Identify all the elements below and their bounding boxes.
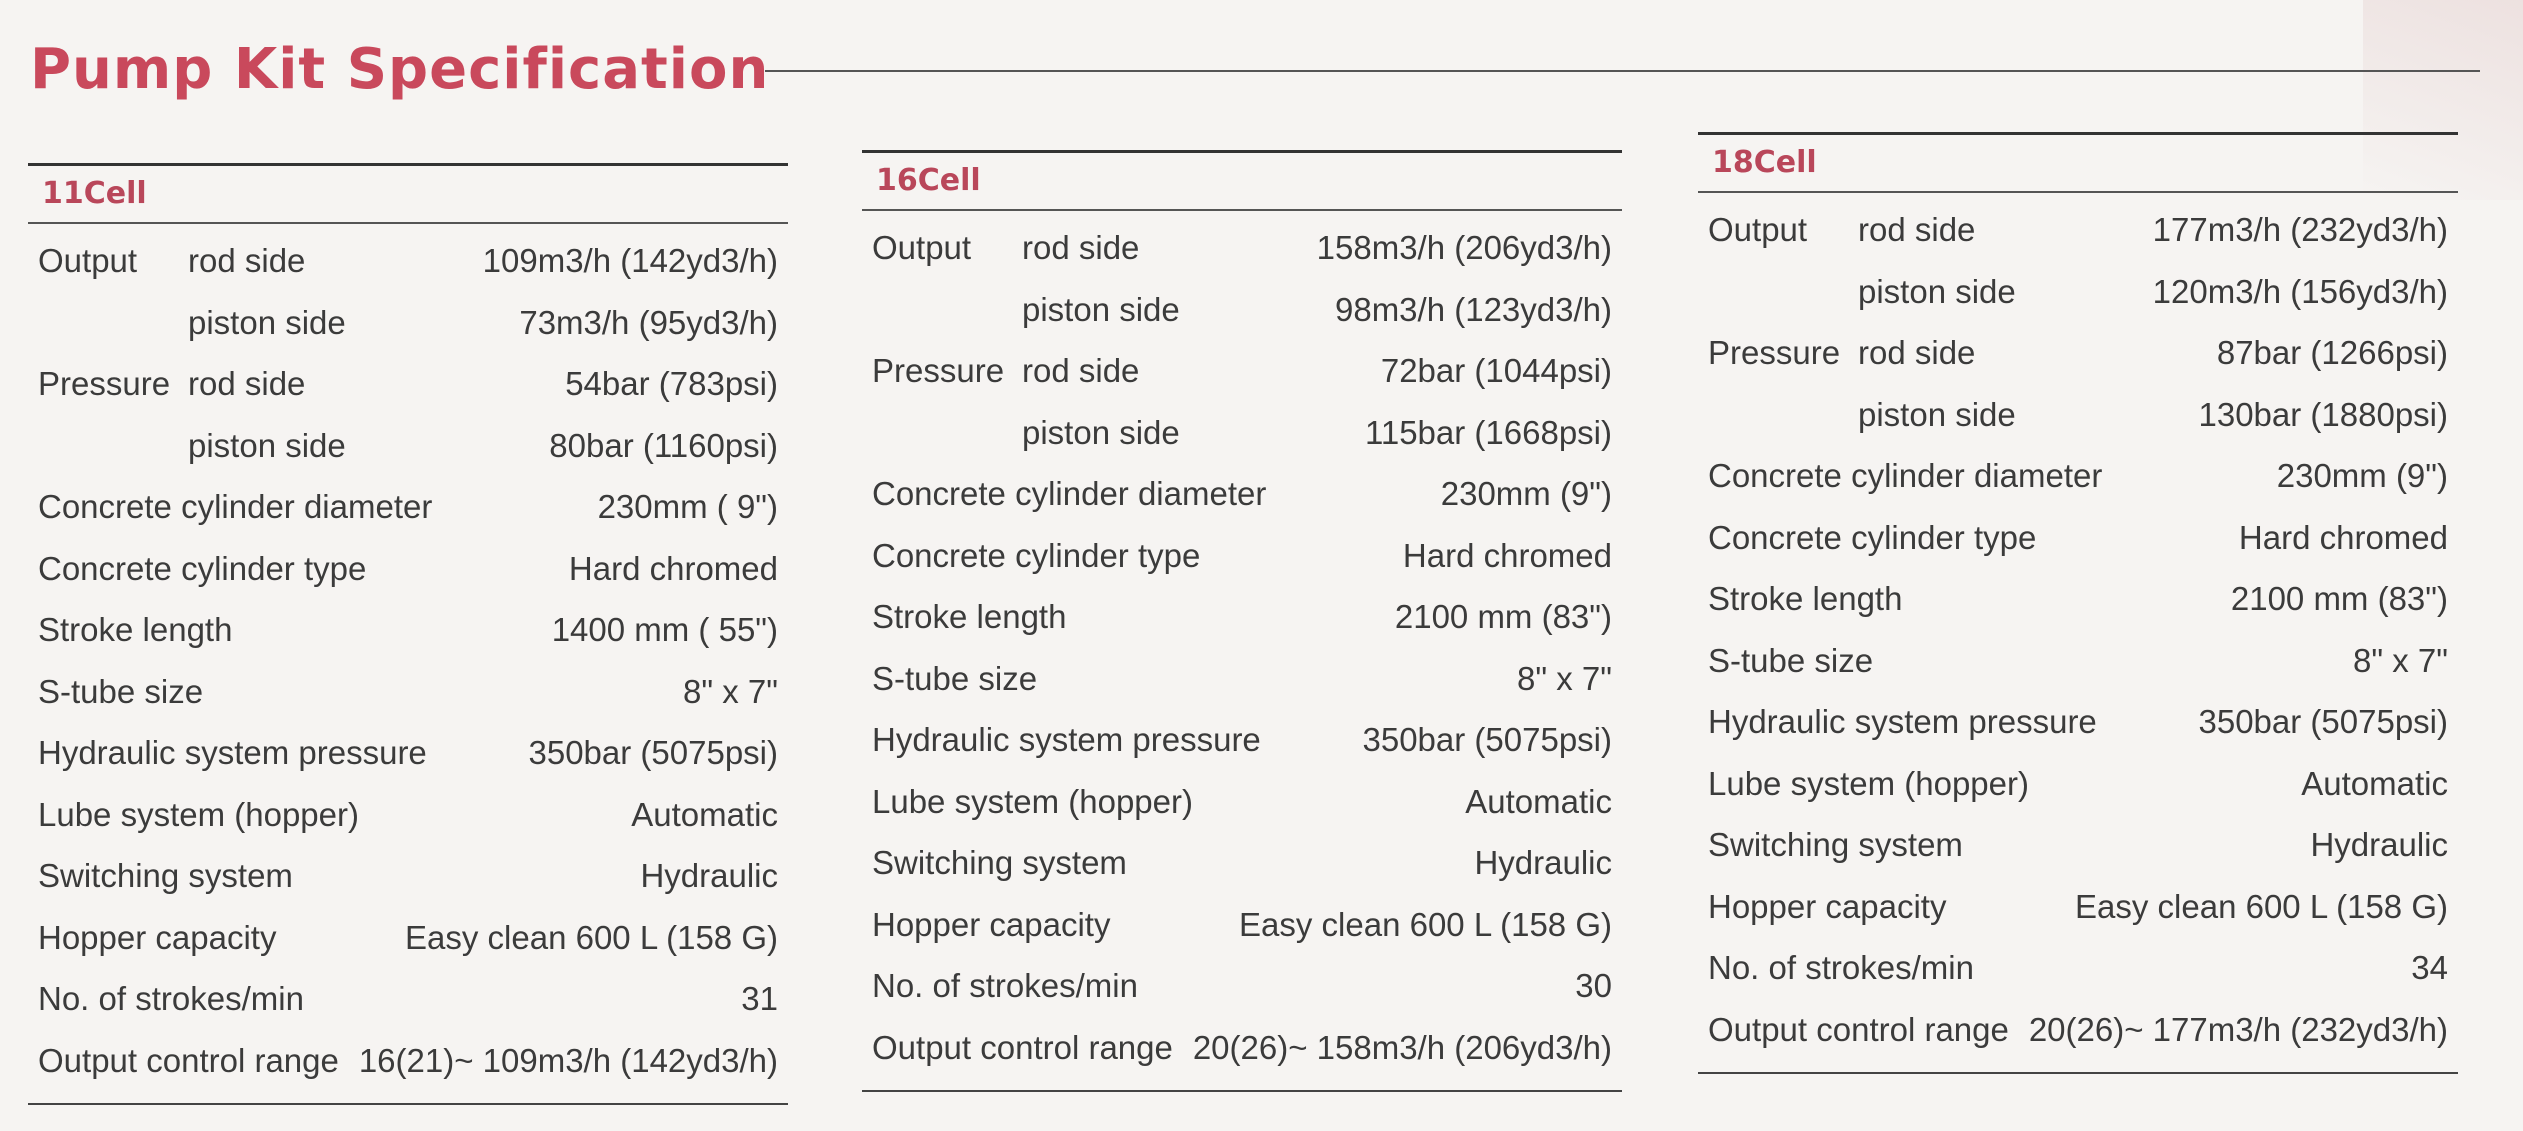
row-label: No. of strokes/min <box>1708 949 1974 986</box>
row-sublabel: rod side <box>1022 229 1140 266</box>
row-label: No. of strokes/min <box>872 967 1138 1004</box>
row-label: Output <box>38 242 138 279</box>
spec-row-output-rod <box>1698 199 2458 261</box>
spec-row-s-tube <box>862 648 1622 710</box>
row-value: Automatic <box>2301 764 2448 802</box>
row-value: 8" x 7" <box>2353 641 2448 679</box>
row-label: Hopper capacity <box>872 905 1111 943</box>
row-value: 54bar (783psi) <box>565 365 778 402</box>
spec-rows <box>28 224 788 1091</box>
spec-row-cyl-type <box>1698 507 2458 569</box>
spec-row-hopper <box>862 894 1622 956</box>
spec-row-control-range <box>862 1017 1622 1079</box>
row-sublabel: rod side <box>188 365 306 402</box>
row-label: Stroke length <box>1708 580 1903 617</box>
row-value: 31 <box>741 980 778 1017</box>
row-value: Hard chromed <box>1402 536 1612 574</box>
row-sublabel: piston side <box>188 426 346 464</box>
spec-row-hyd-pressure <box>28 722 788 784</box>
row-value: 2100 mm (83") <box>1394 598 1612 635</box>
spec-row-pressure-rod <box>862 340 1622 402</box>
spec-row-hopper <box>28 907 788 969</box>
row-label: S-tube size <box>872 659 1038 697</box>
spec-row-strokes <box>862 955 1622 1017</box>
row-value: 120m3/h (156yd3/h) <box>2152 272 2448 310</box>
row-label: Concrete cylinder diameter <box>38 488 433 525</box>
row-sublabel: piston side <box>1022 413 1180 451</box>
row-value: 177m3/h (232yd3/h) <box>2152 211 2448 248</box>
row-value: Easy clean 600 L (158 G) <box>405 918 778 956</box>
row-label: Hydraulic system pressure <box>1708 703 2097 740</box>
row-value: 30 <box>1575 967 1612 1004</box>
row-label: Pressure <box>872 352 1005 389</box>
spec-rows <box>1698 193 2458 1060</box>
row-value: 130bar (1880psi) <box>2198 395 2448 433</box>
row-label: Stroke length <box>38 611 233 648</box>
row-label: Concrete cylinder diameter <box>872 475 1267 512</box>
panel-bottom-rule <box>28 1103 788 1105</box>
row-value: Easy clean 600 L (158 G) <box>2075 887 2448 925</box>
row-value: 34 <box>2411 949 2448 986</box>
spec-row-pressure-piston <box>28 415 788 477</box>
panel-heading: 18Cell <box>1698 135 2458 193</box>
row-label: Hopper capacity <box>1708 887 1947 925</box>
row-label: Stroke length <box>872 598 1067 635</box>
row-value: 20(26)~ 177m3/h (232yd3/h) <box>2028 1010 2448 1048</box>
spec-row-lube <box>862 771 1622 833</box>
row-label: Lube system (hopper) <box>872 782 1193 820</box>
row-label: Output <box>872 229 972 266</box>
spec-row-hyd-pressure <box>1698 691 2458 753</box>
spec-row-hyd-pressure <box>862 709 1622 771</box>
row-value: 350bar (5075psi) <box>2198 703 2448 740</box>
row-label: No. of strokes/min <box>38 980 304 1017</box>
row-value: 158m3/h (206yd3/h) <box>1316 229 1612 266</box>
spec-row-control-range <box>28 1030 788 1092</box>
spec-row-s-tube <box>1698 630 2458 692</box>
spec-panel-11cell <box>28 163 788 1105</box>
spec-row-switching <box>28 845 788 907</box>
row-value: 350bar (5075psi) <box>1362 721 1612 758</box>
row-value: 2100 mm (83") <box>2230 580 2448 617</box>
spec-row-switching <box>1698 814 2458 876</box>
row-value: 109m3/h (142yd3/h) <box>482 242 778 279</box>
row-label: Concrete cylinder type <box>872 536 1201 574</box>
row-value: Hydraulic <box>1474 844 1612 881</box>
row-label: Switching system <box>38 857 293 894</box>
row-label: Output <box>1708 211 1808 248</box>
row-value: 1400 mm ( 55") <box>551 611 778 648</box>
row-value: Automatic <box>1465 782 1612 820</box>
row-value: Hydraulic <box>2310 826 2448 863</box>
row-sublabel: piston side <box>1858 395 2016 433</box>
row-value: 230mm (9") <box>1440 475 1612 512</box>
row-value: 16(21)~ 109m3/h (142yd3/h) <box>358 1041 778 1079</box>
row-value: 8" x 7" <box>1517 659 1612 697</box>
row-label: Output control range <box>38 1041 339 1079</box>
row-sublabel: piston side <box>1858 272 2016 310</box>
row-value: 230mm ( 9") <box>597 488 778 525</box>
row-label: Lube system (hopper) <box>38 795 359 833</box>
row-label: Lube system (hopper) <box>1708 764 2029 802</box>
spec-panel-16cell <box>862 150 1622 1092</box>
spec-row-cyl-type <box>862 525 1622 587</box>
page-title: Pump Kit Specification <box>30 37 770 102</box>
spec-row-stroke-length <box>28 599 788 661</box>
row-value: 72bar (1044psi) <box>1380 352 1612 389</box>
spec-row-s-tube <box>28 661 788 723</box>
spec-row-switching <box>862 832 1622 894</box>
spec-row-pressure-piston <box>862 402 1622 464</box>
row-value: 98m3/h (123yd3/h) <box>1334 290 1612 328</box>
spec-row-pressure-piston <box>1698 384 2458 446</box>
row-label: Concrete cylinder type <box>1708 518 2037 556</box>
spec-row-output-rod <box>862 217 1622 279</box>
panel-bottom-rule <box>862 1090 1622 1092</box>
spec-row-hopper <box>1698 876 2458 938</box>
row-label: Pressure <box>1708 334 1841 371</box>
panel-bottom-rule <box>1698 1072 2458 1074</box>
spec-row-stroke-length <box>862 586 1622 648</box>
row-value: Hydraulic <box>640 857 778 894</box>
row-label: S-tube size <box>1708 641 1874 679</box>
row-label: Switching system <box>872 844 1127 881</box>
spec-row-output-piston <box>28 292 788 354</box>
spec-row-strokes <box>1698 937 2458 999</box>
row-value: 8" x 7" <box>683 672 778 710</box>
row-value: Easy clean 600 L (158 G) <box>1239 905 1612 943</box>
title-rule <box>765 70 2480 72</box>
row-label: Output control range <box>1708 1010 2009 1048</box>
title-row <box>30 30 2480 110</box>
row-value: 350bar (5075psi) <box>528 734 778 771</box>
row-value: Hard chromed <box>2238 518 2448 556</box>
spec-rows <box>862 211 1622 1078</box>
row-label: Hydraulic system pressure <box>38 734 427 771</box>
row-sublabel: rod side <box>1022 352 1140 389</box>
spec-row-cyl-diameter <box>862 463 1622 525</box>
row-label: Output control range <box>872 1028 1173 1066</box>
row-value: 20(26)~ 158m3/h (206yd3/h) <box>1192 1028 1612 1066</box>
row-value: 73m3/h (95yd3/h) <box>519 303 778 341</box>
row-label: Hydraulic system pressure <box>872 721 1261 758</box>
spec-row-cyl-diameter <box>1698 445 2458 507</box>
row-label: Pressure <box>38 365 171 402</box>
row-sublabel: piston side <box>1022 290 1180 328</box>
row-value: Hard chromed <box>568 549 778 587</box>
spec-row-control-range <box>1698 999 2458 1061</box>
row-label: Switching system <box>1708 826 1963 863</box>
panel-heading: 11Cell <box>28 166 788 224</box>
spec-row-output-piston <box>862 279 1622 341</box>
row-label: S-tube size <box>38 672 204 710</box>
spec-row-pressure-rod <box>28 353 788 415</box>
row-value: 115bar (1668psi) <box>1364 413 1612 451</box>
spec-row-cyl-diameter <box>28 476 788 538</box>
row-sublabel: rod side <box>1858 334 1976 371</box>
spec-row-lube <box>28 784 788 846</box>
spec-row-lube <box>1698 753 2458 815</box>
row-label: Hopper capacity <box>38 918 277 956</box>
row-value: 230mm (9") <box>2276 457 2448 494</box>
spec-panel-18cell <box>1698 132 2458 1074</box>
panel-heading: 16Cell <box>862 153 1622 211</box>
row-value: 80bar (1160psi) <box>549 426 778 464</box>
spec-row-cyl-type <box>28 538 788 600</box>
spec-row-stroke-length <box>1698 568 2458 630</box>
row-sublabel: rod side <box>188 242 306 279</box>
spec-row-pressure-rod <box>1698 322 2458 384</box>
row-label: Concrete cylinder diameter <box>1708 457 2103 494</box>
row-sublabel: piston side <box>188 303 346 341</box>
spec-row-output-rod <box>28 230 788 292</box>
row-value: 87bar (1266psi) <box>2216 334 2448 371</box>
spec-row-strokes <box>28 968 788 1030</box>
row-label: Concrete cylinder type <box>38 549 367 587</box>
row-value: Automatic <box>631 795 778 833</box>
spec-row-output-piston <box>1698 261 2458 323</box>
row-sublabel: rod side <box>1858 211 1976 248</box>
